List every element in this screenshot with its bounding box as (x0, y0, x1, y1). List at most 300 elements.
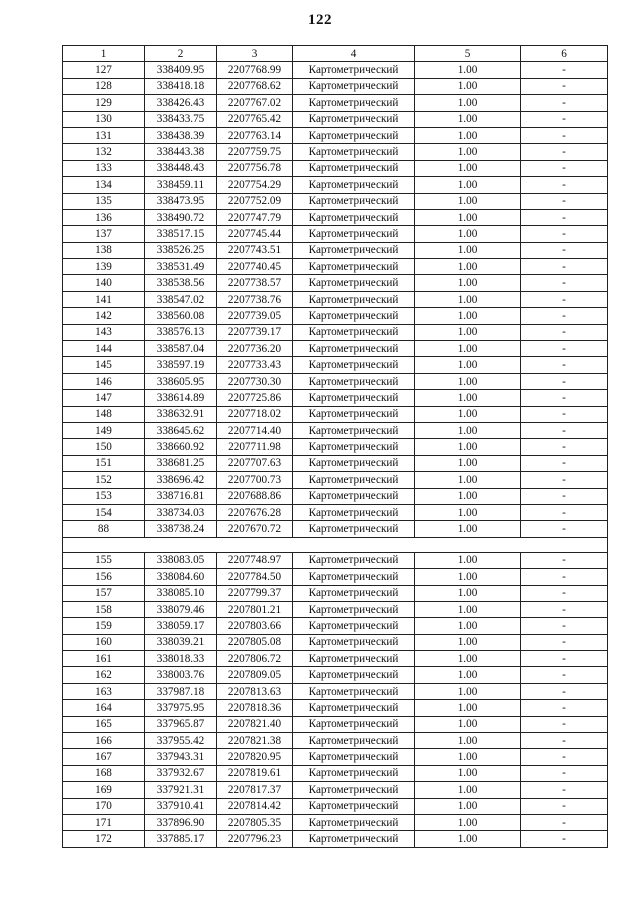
y-coordinate-cell: 2207738.57 (217, 275, 293, 291)
table-row (63, 308, 608, 324)
method-cell: Картометрический (293, 242, 415, 258)
x-coordinate-cell: 338560.08 (145, 308, 217, 324)
accuracy-cell: 1.00 (415, 308, 521, 324)
y-coordinate-cell: 2207733.43 (217, 357, 293, 373)
column-header: 1 (63, 46, 145, 62)
table-row (63, 373, 608, 389)
table-row (63, 782, 608, 798)
method-cell: Картометрический (293, 357, 415, 373)
table-row (63, 439, 608, 455)
accuracy-cell: 1.00 (415, 373, 521, 389)
table-row (63, 111, 608, 127)
accuracy-cell: 1.00 (415, 291, 521, 307)
method-cell: Картометрический (293, 651, 415, 667)
y-coordinate-cell: 2207752.09 (217, 193, 293, 209)
accuracy-cell: 1.00 (415, 667, 521, 683)
x-coordinate-cell: 338632.91 (145, 406, 217, 422)
y-coordinate-cell: 2207707.63 (217, 455, 293, 471)
y-coordinate-cell: 2207818.36 (217, 700, 293, 716)
x-coordinate-cell: 338490.72 (145, 209, 217, 225)
note-cell: - (521, 683, 608, 699)
method-cell: Картометрический (293, 160, 415, 176)
note-cell: - (521, 341, 608, 357)
method-cell: Картометрический (293, 439, 415, 455)
column-header: 3 (217, 46, 293, 62)
accuracy-cell: 1.00 (415, 324, 521, 340)
empty-separator-row (63, 537, 608, 552)
note-cell: - (521, 226, 608, 242)
accuracy-cell: 1.00 (415, 749, 521, 765)
table-row (63, 144, 608, 160)
x-coordinate-cell: 338426.43 (145, 95, 217, 111)
note-cell: - (521, 782, 608, 798)
accuracy-cell: 1.00 (415, 683, 521, 699)
method-cell: Картометрический (293, 634, 415, 650)
accuracy-cell: 1.00 (415, 569, 521, 585)
note-cell: - (521, 308, 608, 324)
table-row (63, 390, 608, 406)
note-cell: - (521, 111, 608, 127)
coordinates-table (62, 45, 608, 848)
method-cell: Картометрический (293, 798, 415, 814)
point-number-cell: 156 (63, 569, 145, 585)
y-coordinate-cell: 2207725.86 (217, 390, 293, 406)
y-coordinate-cell: 2207765.42 (217, 111, 293, 127)
method-cell: Картометрический (293, 552, 415, 568)
method-cell: Картометрический (293, 308, 415, 324)
table-row (63, 601, 608, 617)
x-coordinate-cell: 338084.60 (145, 569, 217, 585)
x-coordinate-cell: 338538.56 (145, 275, 217, 291)
x-coordinate-cell: 338018.33 (145, 651, 217, 667)
x-coordinate-cell: 337932.67 (145, 765, 217, 781)
point-number-cell: 149 (63, 422, 145, 438)
point-number-cell: 145 (63, 357, 145, 373)
accuracy-cell: 1.00 (415, 160, 521, 176)
table-row (63, 95, 608, 111)
x-coordinate-cell: 338587.04 (145, 341, 217, 357)
column-number-header-row (63, 46, 608, 62)
method-cell: Картометрический (293, 177, 415, 193)
x-coordinate-cell: 337921.31 (145, 782, 217, 798)
method-cell: Картометрический (293, 111, 415, 127)
column-header: 5 (415, 46, 521, 62)
point-number-cell: 129 (63, 95, 145, 111)
group-separator (63, 537, 608, 552)
accuracy-cell: 1.00 (415, 259, 521, 275)
y-coordinate-cell: 2207730.30 (217, 373, 293, 389)
accuracy-cell: 1.00 (415, 552, 521, 568)
y-coordinate-cell: 2207767.02 (217, 95, 293, 111)
table-row (63, 242, 608, 258)
x-coordinate-cell: 338576.13 (145, 324, 217, 340)
x-coordinate-cell: 338605.95 (145, 373, 217, 389)
method-cell: Картометрический (293, 504, 415, 520)
point-number-cell: 137 (63, 226, 145, 242)
y-coordinate-cell: 2207711.98 (217, 439, 293, 455)
y-coordinate-cell: 2207756.78 (217, 160, 293, 176)
table-row (63, 160, 608, 176)
note-cell: - (521, 78, 608, 94)
accuracy-cell: 1.00 (415, 209, 521, 225)
y-coordinate-cell: 2207739.05 (217, 308, 293, 324)
table-row (63, 716, 608, 732)
table-row (63, 831, 608, 847)
note-cell: - (521, 765, 608, 781)
accuracy-cell: 1.00 (415, 226, 521, 242)
point-number-cell: 141 (63, 291, 145, 307)
y-coordinate-cell: 2207688.86 (217, 488, 293, 504)
accuracy-cell: 1.00 (415, 765, 521, 781)
accuracy-cell: 1.00 (415, 585, 521, 601)
column-header: 6 (521, 46, 608, 62)
x-coordinate-cell: 337987.18 (145, 683, 217, 699)
table-row (63, 504, 608, 520)
note-cell: - (521, 798, 608, 814)
note-cell: - (521, 406, 608, 422)
note-cell: - (521, 259, 608, 275)
point-number-cell: 164 (63, 700, 145, 716)
table-row (63, 683, 608, 699)
x-coordinate-cell: 338418.18 (145, 78, 217, 94)
x-coordinate-cell: 337943.31 (145, 749, 217, 765)
accuracy-cell: 1.00 (415, 634, 521, 650)
note-cell: - (521, 651, 608, 667)
accuracy-cell: 1.00 (415, 144, 521, 160)
table-row (63, 78, 608, 94)
y-coordinate-cell: 2207817.37 (217, 782, 293, 798)
x-coordinate-cell: 338083.05 (145, 552, 217, 568)
point-number-cell: 157 (63, 585, 145, 601)
method-cell: Картометрический (293, 193, 415, 209)
x-coordinate-cell: 338079.46 (145, 601, 217, 617)
note-cell: - (521, 601, 608, 617)
note-cell: - (521, 634, 608, 650)
note-cell: - (521, 62, 608, 78)
note-cell: - (521, 242, 608, 258)
note-cell: - (521, 177, 608, 193)
y-coordinate-cell: 2207743.51 (217, 242, 293, 258)
y-coordinate-cell: 2207718.02 (217, 406, 293, 422)
table-row (63, 357, 608, 373)
method-cell: Картометрический (293, 259, 415, 275)
table-row (63, 291, 608, 307)
table-row (63, 618, 608, 634)
y-coordinate-cell: 2207748.97 (217, 552, 293, 568)
x-coordinate-cell: 338734.03 (145, 504, 217, 520)
point-number-cell: 136 (63, 209, 145, 225)
y-coordinate-cell: 2207805.08 (217, 634, 293, 650)
x-coordinate-cell: 338681.25 (145, 455, 217, 471)
x-coordinate-cell: 338547.02 (145, 291, 217, 307)
note-cell: - (521, 552, 608, 568)
note-cell: - (521, 700, 608, 716)
method-cell: Картометрический (293, 226, 415, 242)
y-coordinate-cell: 2207676.28 (217, 504, 293, 520)
accuracy-cell: 1.00 (415, 341, 521, 357)
note-cell: - (521, 95, 608, 111)
point-number-cell: 144 (63, 341, 145, 357)
table-row (63, 634, 608, 650)
accuracy-cell: 1.00 (415, 504, 521, 520)
note-cell: - (521, 521, 608, 537)
accuracy-cell: 1.00 (415, 651, 521, 667)
note-cell: - (521, 373, 608, 389)
accuracy-cell: 1.00 (415, 831, 521, 847)
note-cell: - (521, 160, 608, 176)
table-row (63, 651, 608, 667)
table-row (63, 814, 608, 830)
method-cell: Картометрический (293, 488, 415, 504)
y-coordinate-cell: 2207768.99 (217, 62, 293, 78)
note-cell: - (521, 439, 608, 455)
point-number-cell: 165 (63, 716, 145, 732)
y-coordinate-cell: 2207784.50 (217, 569, 293, 585)
note-cell: - (521, 749, 608, 765)
accuracy-cell: 1.00 (415, 439, 521, 455)
x-coordinate-cell: 338059.17 (145, 618, 217, 634)
y-coordinate-cell: 2207763.14 (217, 127, 293, 143)
table-row (63, 733, 608, 749)
x-coordinate-cell: 338696.42 (145, 472, 217, 488)
x-coordinate-cell: 338039.21 (145, 634, 217, 650)
table-row (63, 798, 608, 814)
table-row (63, 765, 608, 781)
note-cell: - (521, 504, 608, 520)
point-number-cell: 142 (63, 308, 145, 324)
y-coordinate-cell: 2207739.17 (217, 324, 293, 340)
accuracy-cell: 1.00 (415, 422, 521, 438)
accuracy-cell: 1.00 (415, 814, 521, 830)
method-cell: Картометрический (293, 406, 415, 422)
method-cell: Картометрический (293, 831, 415, 847)
y-coordinate-cell: 2207738.76 (217, 291, 293, 307)
note-cell: - (521, 193, 608, 209)
accuracy-cell: 1.00 (415, 62, 521, 78)
table-row (63, 275, 608, 291)
method-cell: Картометрический (293, 95, 415, 111)
y-coordinate-cell: 2207819.61 (217, 765, 293, 781)
accuracy-cell: 1.00 (415, 455, 521, 471)
table-row (63, 667, 608, 683)
point-number-cell: 88 (63, 521, 145, 537)
point-number-cell: 167 (63, 749, 145, 765)
point-number-cell: 131 (63, 127, 145, 143)
table-row (63, 209, 608, 225)
method-cell: Картометрический (293, 716, 415, 732)
point-number-cell: 135 (63, 193, 145, 209)
method-cell: Картометрический (293, 144, 415, 160)
method-cell: Картометрический (293, 569, 415, 585)
note-cell: - (521, 127, 608, 143)
table-row (63, 62, 608, 78)
table-row (63, 406, 608, 422)
point-number-cell: 171 (63, 814, 145, 830)
table-row (63, 488, 608, 504)
y-coordinate-cell: 2207806.72 (217, 651, 293, 667)
point-number-cell: 154 (63, 504, 145, 520)
note-cell: - (521, 324, 608, 340)
y-coordinate-cell: 2207821.38 (217, 733, 293, 749)
x-coordinate-cell: 337885.17 (145, 831, 217, 847)
x-coordinate-cell: 338443.38 (145, 144, 217, 160)
point-number-cell: 148 (63, 406, 145, 422)
note-cell: - (521, 569, 608, 585)
x-coordinate-cell: 338459.11 (145, 177, 217, 193)
contour-group-1 (63, 62, 608, 537)
y-coordinate-cell: 2207821.40 (217, 716, 293, 732)
point-number-cell: 169 (63, 782, 145, 798)
note-cell: - (521, 667, 608, 683)
accuracy-cell: 1.00 (415, 357, 521, 373)
method-cell: Картометрический (293, 472, 415, 488)
x-coordinate-cell: 338517.15 (145, 226, 217, 242)
method-cell: Картометрический (293, 749, 415, 765)
method-cell: Картометрический (293, 601, 415, 617)
point-number-cell: 166 (63, 733, 145, 749)
x-coordinate-cell: 337910.41 (145, 798, 217, 814)
note-cell: - (521, 488, 608, 504)
table-row (63, 700, 608, 716)
x-coordinate-cell: 338448.43 (145, 160, 217, 176)
point-number-cell: 160 (63, 634, 145, 650)
y-coordinate-cell: 2207670.72 (217, 521, 293, 537)
accuracy-cell: 1.00 (415, 601, 521, 617)
y-coordinate-cell: 2207747.79 (217, 209, 293, 225)
note-cell: - (521, 814, 608, 830)
method-cell: Картометрический (293, 127, 415, 143)
note-cell: - (521, 422, 608, 438)
x-coordinate-cell: 338438.39 (145, 127, 217, 143)
accuracy-cell: 1.00 (415, 472, 521, 488)
column-header: 2 (145, 46, 217, 62)
accuracy-cell: 1.00 (415, 127, 521, 143)
method-cell: Картометрический (293, 782, 415, 798)
method-cell: Картометрический (293, 733, 415, 749)
note-cell: - (521, 390, 608, 406)
table-row (63, 177, 608, 193)
x-coordinate-cell: 338645.62 (145, 422, 217, 438)
point-number-cell: 138 (63, 242, 145, 258)
note-cell: - (521, 618, 608, 634)
x-coordinate-cell: 337975.95 (145, 700, 217, 716)
accuracy-cell: 1.00 (415, 177, 521, 193)
method-cell: Картометрический (293, 521, 415, 537)
x-coordinate-cell: 337955.42 (145, 733, 217, 749)
table-row (63, 455, 608, 471)
empty-separator-cell (63, 537, 608, 552)
point-number-cell: 159 (63, 618, 145, 634)
accuracy-cell: 1.00 (415, 95, 521, 111)
note-cell: - (521, 831, 608, 847)
point-number-cell: 127 (63, 62, 145, 78)
x-coordinate-cell: 338531.49 (145, 259, 217, 275)
table-row (63, 324, 608, 340)
point-number-cell: 133 (63, 160, 145, 176)
y-coordinate-cell: 2207805.35 (217, 814, 293, 830)
note-cell: - (521, 585, 608, 601)
accuracy-cell: 1.00 (415, 782, 521, 798)
method-cell: Картометрический (293, 275, 415, 291)
table-row (63, 226, 608, 242)
method-cell: Картометрический (293, 814, 415, 830)
x-coordinate-cell: 338085.10 (145, 585, 217, 601)
point-number-cell: 161 (63, 651, 145, 667)
y-coordinate-cell: 2207809.05 (217, 667, 293, 683)
accuracy-cell: 1.00 (415, 733, 521, 749)
page-number: 122 (308, 12, 332, 28)
x-coordinate-cell: 338003.76 (145, 667, 217, 683)
method-cell: Картометрический (293, 667, 415, 683)
point-number-cell: 158 (63, 601, 145, 617)
table-row (63, 552, 608, 568)
y-coordinate-cell: 2207736.20 (217, 341, 293, 357)
y-coordinate-cell: 2207814.42 (217, 798, 293, 814)
y-coordinate-cell: 2207796.23 (217, 831, 293, 847)
table-row (63, 422, 608, 438)
table-row (63, 585, 608, 601)
note-cell: - (521, 144, 608, 160)
y-coordinate-cell: 2207813.63 (217, 683, 293, 699)
note-cell: - (521, 209, 608, 225)
method-cell: Картометрический (293, 618, 415, 634)
x-coordinate-cell: 338433.75 (145, 111, 217, 127)
y-coordinate-cell: 2207801.21 (217, 601, 293, 617)
note-cell: - (521, 455, 608, 471)
x-coordinate-cell: 338409.95 (145, 62, 217, 78)
method-cell: Картометрический (293, 291, 415, 307)
x-coordinate-cell: 338614.89 (145, 390, 217, 406)
method-cell: Картометрический (293, 422, 415, 438)
note-cell: - (521, 716, 608, 732)
x-coordinate-cell: 338526.25 (145, 242, 217, 258)
y-coordinate-cell: 2207759.75 (217, 144, 293, 160)
table-row (63, 521, 608, 537)
method-cell: Картометрический (293, 683, 415, 699)
table-row (63, 193, 608, 209)
note-cell: - (521, 291, 608, 307)
x-coordinate-cell: 337896.90 (145, 814, 217, 830)
point-number-cell: 132 (63, 144, 145, 160)
accuracy-cell: 1.00 (415, 716, 521, 732)
accuracy-cell: 1.00 (415, 521, 521, 537)
point-number-cell: 152 (63, 472, 145, 488)
point-number-cell: 168 (63, 765, 145, 781)
x-coordinate-cell: 338597.19 (145, 357, 217, 373)
accuracy-cell: 1.00 (415, 406, 521, 422)
point-number-cell: 170 (63, 798, 145, 814)
accuracy-cell: 1.00 (415, 111, 521, 127)
point-number-cell: 153 (63, 488, 145, 504)
column-header: 4 (293, 46, 415, 62)
note-cell: - (521, 275, 608, 291)
method-cell: Картометрический (293, 324, 415, 340)
method-cell: Картометрический (293, 390, 415, 406)
method-cell: Картометрический (293, 373, 415, 389)
accuracy-cell: 1.00 (415, 618, 521, 634)
y-coordinate-cell: 2207768.62 (217, 78, 293, 94)
accuracy-cell: 1.00 (415, 242, 521, 258)
accuracy-cell: 1.00 (415, 390, 521, 406)
point-number-cell: 162 (63, 667, 145, 683)
point-number-cell: 147 (63, 390, 145, 406)
y-coordinate-cell: 2207754.29 (217, 177, 293, 193)
table-row (63, 259, 608, 275)
accuracy-cell: 1.00 (415, 78, 521, 94)
method-cell: Картометрический (293, 455, 415, 471)
accuracy-cell: 1.00 (415, 700, 521, 716)
method-cell: Картометрический (293, 700, 415, 716)
